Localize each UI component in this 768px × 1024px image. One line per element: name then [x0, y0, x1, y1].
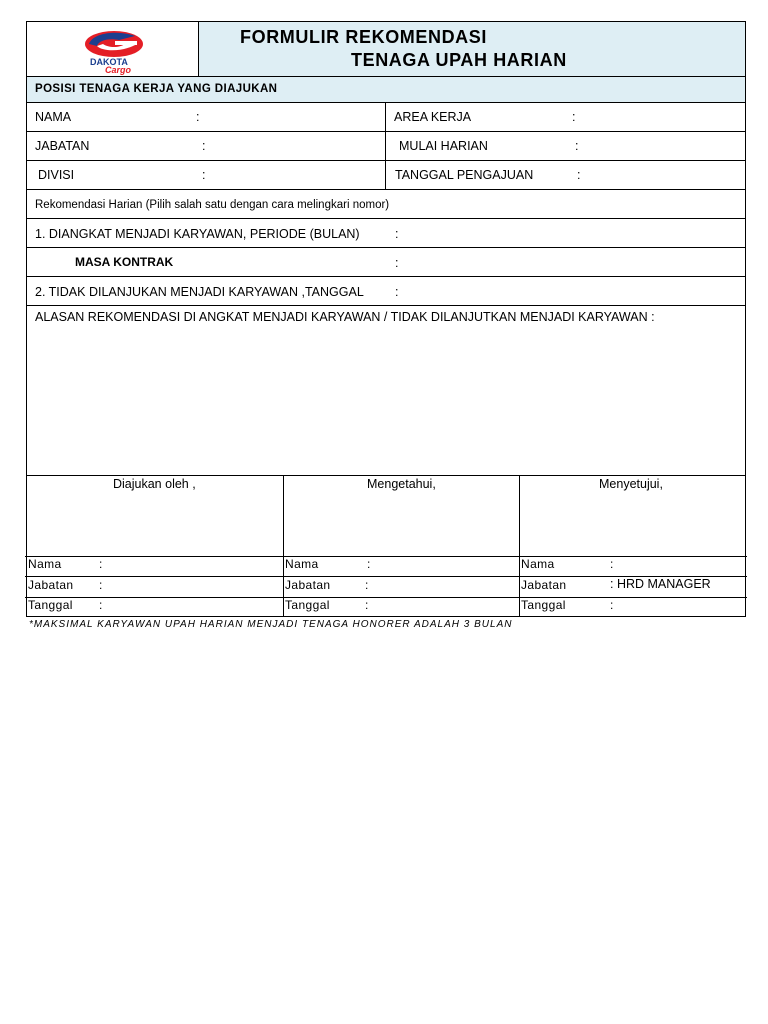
tanggal-pengajuan-label: TANGGAL PENGAJUAN [395, 168, 534, 182]
row-divider [27, 102, 745, 103]
recommendation-form [26, 21, 746, 617]
row-divider [27, 218, 745, 219]
sig-3-nama: Nama [521, 557, 555, 571]
form-title-line1: FORMULIR REKOMENDASI [240, 27, 487, 47]
sig-2-tanggal-colon: : [365, 598, 369, 612]
row-divider [27, 131, 745, 132]
area-kerja-colon: : [572, 110, 576, 124]
row-divider [27, 305, 745, 306]
sig-3-jabatan: Jabatan [521, 578, 567, 592]
masa-kontrak-colon: : [395, 256, 399, 270]
logo-text-bottom: Cargo [105, 65, 132, 75]
row-divider [27, 247, 745, 248]
tanggal-pengajuan-colon: : [577, 168, 581, 182]
masa-kontrak-label: MASA KONTRAK [75, 255, 174, 269]
sig-2-jabatan-colon: : [365, 578, 369, 592]
divisi-label: DIVISI [38, 168, 75, 182]
row-divider [27, 475, 745, 476]
sig-2-nama-colon: : [367, 557, 371, 571]
posisi-heading: POSISI TENAGA KERJA YANG DIAJUKAN [35, 83, 278, 95]
header-divider [198, 22, 199, 76]
row-divider [25, 556, 747, 557]
footer-note: *MAKSIMAL KARYAWAN UPAH HARIAN MENJADI TENAGA HONORER ADALAH 3 BULAN [29, 619, 513, 630]
sig-3-tanggal-colon: : [610, 598, 614, 612]
mengetahui-label: Mengetahui, [367, 477, 436, 491]
alasan-label: ALASAN REKOMENDASI DI ANGKAT MENJADI KARYAWAN / TIDAK DILANJUTKAN MENJADI KARYAWAN : [35, 310, 655, 324]
logo-text-top: DAKOTA [90, 57, 128, 67]
row-divider [27, 276, 745, 277]
area-kerja-label: AREA KERJA [394, 110, 472, 124]
sig-3-jabatan-value: : HRD MANAGER [610, 577, 711, 591]
option-2-label: 2. TIDAK DILANJUKAN MENJADI KARYAWAN ,TANGGAL [35, 285, 364, 299]
sig-1-tanggal-colon: : [99, 598, 103, 612]
jabatan-label: JABATAN [35, 139, 90, 153]
option-1-colon: : [395, 227, 399, 241]
mulai-harian-colon: : [575, 139, 579, 153]
menyetujui-label: Menyetujui, [599, 477, 663, 491]
divisi-colon: : [202, 168, 206, 182]
sig-3-tanggal: Tanggal [521, 598, 566, 612]
fields-divider [385, 102, 386, 190]
sig-1-jabatan-colon: : [99, 578, 103, 592]
diajukan-oleh-label: Diajukan oleh , [113, 477, 196, 491]
sig-2-tanggal: Tanggal [285, 598, 330, 612]
mulai-harian-label: MULAI HARIAN [399, 139, 488, 153]
signature-divider-1 [283, 475, 284, 617]
nama-colon: : [196, 110, 200, 124]
sig-1-tanggal: Tanggal [28, 598, 73, 612]
sig-2-jabatan: Jabatan [285, 578, 331, 592]
form-title-line2: TENAGA UPAH HARIAN [351, 50, 567, 70]
signature-divider-2 [519, 475, 520, 617]
jabatan-colon: : [202, 139, 206, 153]
nama-label: NAMA [35, 110, 72, 124]
sig-3-nama-colon: : [610, 557, 614, 571]
row-divider [27, 189, 745, 190]
row-divider [27, 160, 745, 161]
option-2-colon: : [395, 285, 399, 299]
sig-1-jabatan: Jabatan [28, 578, 74, 592]
sig-1-nama-colon: : [99, 557, 103, 571]
sig-2-nama: Nama [285, 557, 319, 571]
rekomendasi-instruction: Rekomendasi Harian (Pilih salah satu dengan cara melingkari nomor) [35, 199, 390, 211]
sig-1-nama: Nama [28, 557, 62, 571]
option-1-label: 1. DIANGKAT MENJADI KARYAWAN, PERIODE (BULAN) [35, 227, 360, 241]
row-divider [25, 597, 747, 598]
